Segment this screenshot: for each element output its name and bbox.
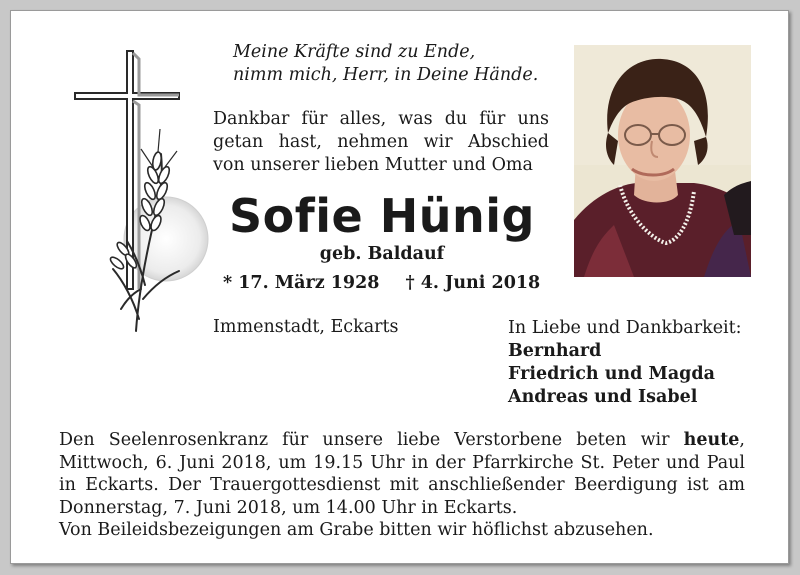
mourner-name: Andreas und Isabel [508,387,698,407]
verse: Meine Kräfte sind zu Ende, nimm mich, Herr, in Deine Hände. [233,42,539,85]
cross-with-wheat-icon [61,49,211,339]
life-dates [223,273,540,293]
mourner-names [508,340,742,409]
service-notice: Den Seelenrosenkranz für unsere liebe Verstorbene beten wir heute, Mittwoch, 6. Juni 2018, um 19.15 Uhr in der Pfarrkirche St. Peter und Paul in Eckarts. Der Trauergottesdienst mit anschließender Beerdigung ist am Donnerstag, 7. Juni 2018, um 14.00 Uhr in Eckarts. Von Beileidsbezeigungen am Grabe bitten wir höflichst abzusehen. [59,430,745,540]
obituary-notice [10,10,789,564]
residence: Immenstadt, Eckarts [213,317,399,337]
mourner-name: Friedrich und Magda [508,364,715,384]
death-date: † 4. Juni 2018 [405,273,541,293]
deceased-name: Sofie Hünig [229,189,535,243]
mourner-name: Bernhard [508,341,602,361]
mourners [508,317,742,409]
mourners-heading: In Liebe und Dankbarkeit: [508,318,742,338]
portrait-photo [574,45,751,277]
intro-text: Dankbar für alles, was du für uns getan hast, nehmen wir Abschied von unserer lieben Mutter und Oma [213,109,549,175]
birth-date: * 17. März 1928 [223,273,380,293]
maiden-name: geb. Baldauf [319,244,445,264]
